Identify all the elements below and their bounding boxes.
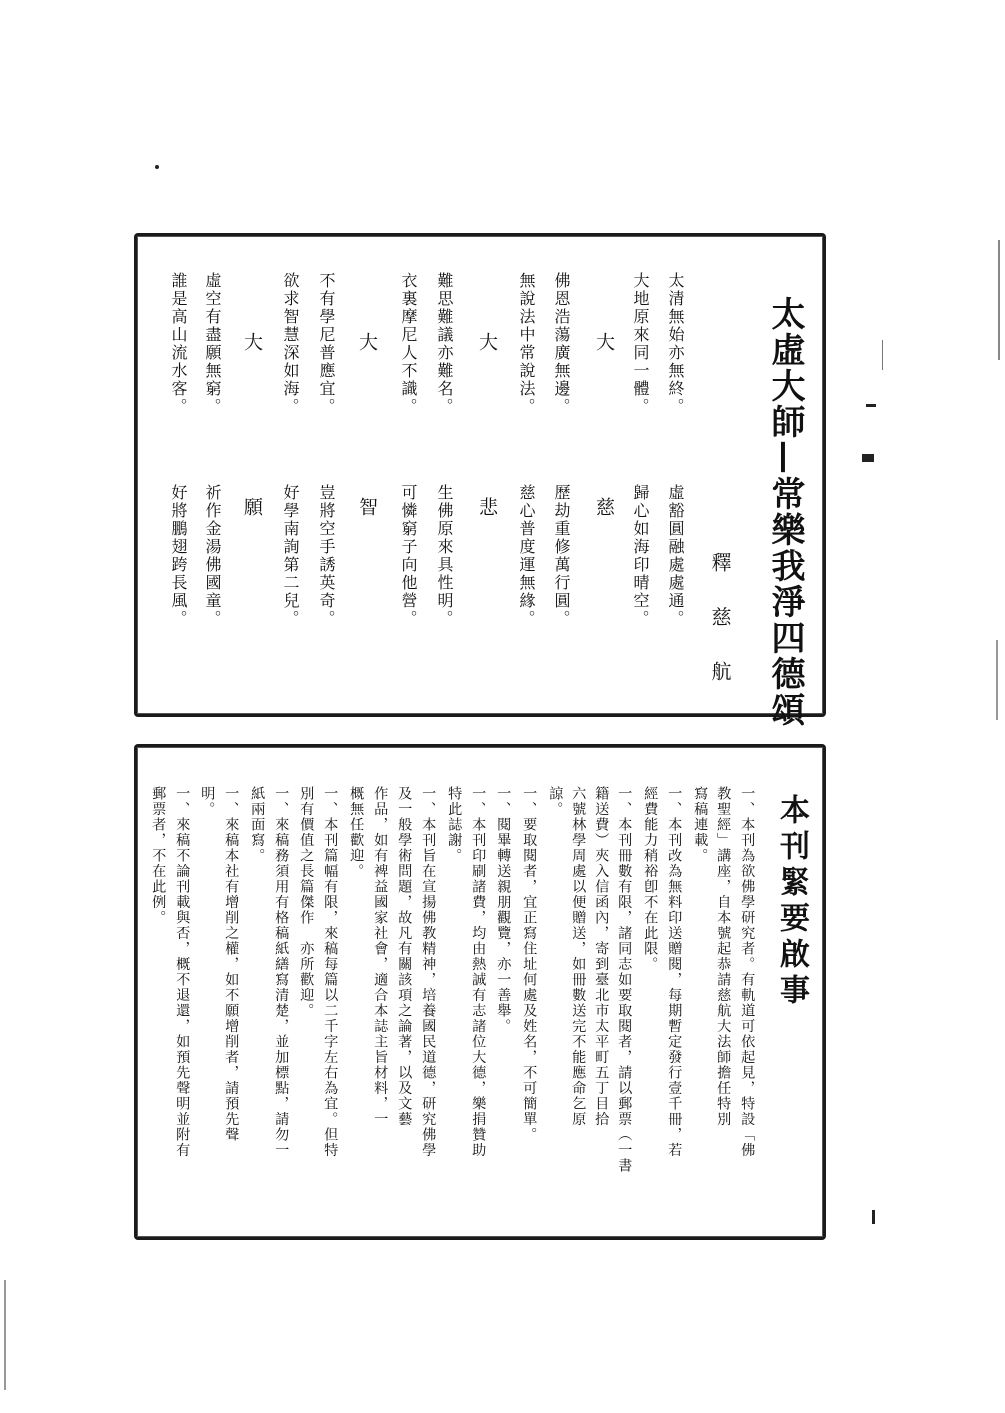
verse-upper: 大地原來同一體。: [631, 272, 650, 416]
verse-upper: 不有學尼普應宜。: [317, 272, 336, 416]
verse-lower: 好將鵬翅跨長風。: [169, 484, 188, 628]
notice-item-line: 教聖經」講座，自本號起恭請慈航大法師擔任特別: [715, 786, 732, 1127]
notice-item-line: 一、本刊旨在宣揚佛教精神，培養國民道德，研究佛學: [420, 786, 437, 1158]
notice-item-line: 特此誌謝。: [446, 786, 463, 864]
notice-item-line: 郵票者，不在此例。: [150, 786, 167, 926]
scan-speck: [866, 404, 876, 407]
verse-lower: 可憐窮子向他營。: [399, 484, 418, 628]
notice-item-line: 一、本刊改為無料印送贈閱，每期暫定發行壹千冊，若: [666, 786, 683, 1158]
notice-item-line: 一、來稿本社有增削之權，如不願增削者，請預先聲: [223, 786, 240, 1143]
notice-item-line: 明。: [199, 786, 216, 817]
notice-title: 本刊緊要啟事: [774, 794, 809, 1010]
scan-speck: [4, 1280, 6, 1390]
notice-item-line: 及一般學術問題，故凡有關該項之論著，以及文藝: [396, 786, 413, 1127]
poem-author: 釋 慈 航: [708, 552, 732, 695]
verse-lower: 豈將空手誘英奇。: [317, 484, 336, 628]
scan-speck: [155, 165, 159, 169]
verse-upper: 太清無始亦無終。: [666, 272, 685, 416]
verse-upper: 虛空有盡願無窮。: [203, 272, 222, 416]
notice-item-line: 六號林學周處以便贈送，如冊數送完不能應命乞原: [570, 786, 587, 1127]
scan-speck: [996, 640, 998, 720]
verse-lower: 好學南詢第二兒。: [281, 484, 300, 628]
scan-speck: [998, 240, 1000, 360]
notice-item-line: 籍送費）夾入信函內，寄到臺北市太平町五丁目拾: [593, 786, 610, 1127]
notice-item-line: 經費能力稍裕卽不在此限。: [642, 786, 659, 972]
notice-item-line: 一、本刊篇幅有限，來稿每篇以二千字左右為宜。但特: [322, 786, 339, 1158]
verse-lower: 歸心如海印晴空。: [631, 484, 650, 628]
section-heading-compassion: 大 慈: [593, 332, 615, 530]
notice-item-line: 一、來稿不論刊載與否，概不退還，如預先聲明並附有: [174, 786, 191, 1158]
verse-lower: 慈心普度運無緣。: [517, 484, 536, 628]
verse-lower: 虛豁圓融處處通。: [666, 484, 685, 628]
verse-upper: 誰是高山流水客。: [169, 272, 188, 416]
verse-upper: 佛恩浩蕩廣無邊。: [552, 272, 571, 416]
verse-lower: 祈作金湯佛國童。: [203, 484, 222, 628]
notice-item-line: 一、本刊冊數有限，諸同志如要取閱者，請以郵票（一書: [616, 786, 633, 1174]
notice-item-line: 一、來稿務須用有格稿紙繕寫清楚，並加標點，請勿一: [273, 786, 290, 1158]
verse-lower: 歷劫重修萬行圓。: [552, 484, 571, 628]
notice-item-line: 概無任歡迎。: [348, 786, 365, 879]
notice-item-line: 一、本刊為欲佛學研究者。有軌道可依起見，特設「佛: [739, 786, 756, 1158]
notice-item-line: 紙兩面寫。: [249, 786, 266, 864]
verse-upper: 難思難議亦難名。: [435, 272, 454, 416]
scan-speck: [862, 454, 874, 462]
scan-speck: [882, 340, 883, 370]
notice-item-line: 一、閱畢轉送親朋觀覽，亦一善舉。: [495, 786, 512, 1034]
scan-speck: [872, 1210, 875, 1224]
notice-item-line: 諒。: [547, 786, 564, 817]
notice-item-line: 作品，如有裨益國家社會，適合本誌主旨材料，一: [372, 786, 389, 1127]
notice-item-line: 寫稿連載。: [692, 786, 709, 864]
poem-title: 太虛大師—常樂我淨四德頌: [765, 296, 805, 728]
notice-item-line: 一、本刊印刷諸費，均由熱誠有志諸位大德，樂捐贊助: [470, 786, 487, 1158]
section-heading-vow: 大 願: [241, 332, 263, 530]
section-heading-wisdom: 大 智: [356, 332, 378, 530]
verse-upper: 衣裏摩尼人不識。: [399, 272, 418, 416]
section-heading-mercy: 大 悲: [476, 332, 498, 530]
notice-item-line: 別有價值之長篇傑作 亦所歡迎。: [298, 786, 315, 1019]
verse-lower: 生佛原來具性明。: [435, 484, 454, 628]
verse-upper: 欲求智慧深如海。: [281, 272, 300, 416]
verse-upper: 無說法中常說法。: [517, 272, 536, 416]
notice-item-line: 一、要取閱者，宜正寫住址何處及姓名，不可簡單。: [521, 786, 538, 1143]
